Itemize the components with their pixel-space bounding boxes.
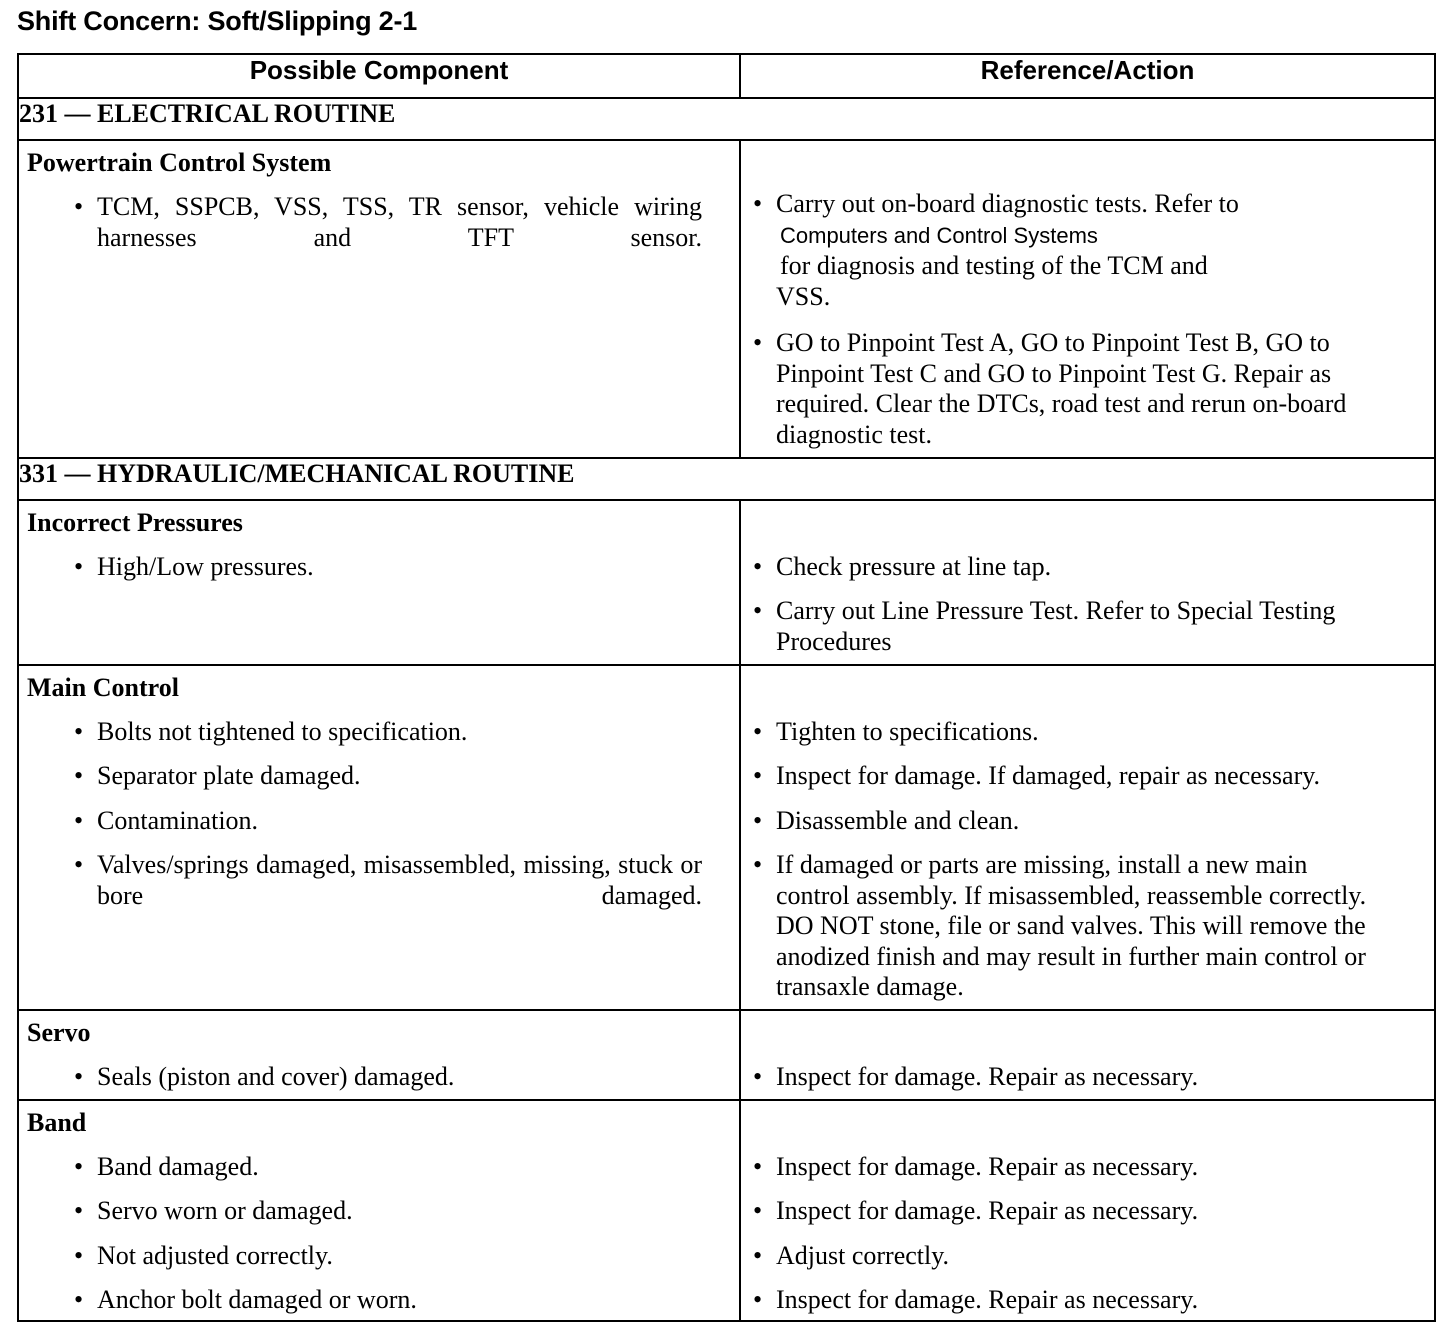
list-item: • Carry out Line Pressure Test. Refer to Special Testing Procedures [753, 596, 1425, 658]
diagnostic-table [17, 53, 1436, 1322]
item-text: If damaged or parts are missing, install a new main control assembly. If misassembled, reassemble correctly. DO NOT stone, file or sand valves. This will remove the anodized finish and may result in further main control or transaxle damage. [776, 850, 1367, 1001]
section-servo [18, 1010, 1435, 1100]
item-text: Bolts not tightened to specification. [97, 717, 468, 746]
item-text: Separator plate damaged. [97, 761, 361, 790]
section-main-control [18, 665, 1435, 1010]
item-text: Band damaged. [97, 1152, 259, 1181]
section-pressures [18, 500, 1435, 665]
section-heading: Main Control [27, 673, 179, 702]
item-text: Contamination. [97, 806, 259, 835]
item-text: Disassemble and clean. [776, 806, 1020, 835]
item-text: GO to Pinpoint Test A, GO to Pinpoint Test B, GO to Pinpoint Test C and GO to Pinpoint Test G. Repair as required. Clear the DTCs, road test and rerun on-board diagnostic test. [776, 328, 1347, 449]
component-cell: Main Control • Bolts not tightened to specification. • Separator plate damaged. • Contamination. • Valves/springs damaged, misassembled, missing, stuck or bore damaged. [18, 665, 740, 1010]
list-item: • GO to Pinpoint Test A, GO to Pinpoint Test B, GO to Pinpoint Test C and GO to Pinpoint Test G. Repair as required. Clear the DTCs, road test and rerun on-board diagnostic test. [753, 328, 1425, 452]
header-row [18, 54, 1435, 98]
item-text: Carry out on-board diagnostic tests. Refer to [776, 189, 1239, 218]
section-heading: Band [27, 1108, 87, 1137]
action-cell: • Inspect for damage. Repair as necessary. • Inspect for damage. Repair as necessary. • Adjust correctly. • Inspect for damage. Repair as necessary. [740, 1100, 1435, 1321]
item-text: Not adjusted correctly. [97, 1241, 333, 1270]
item-text: Anchor bolt damaged or worn. [97, 1285, 417, 1314]
item-text: VSS. [776, 281, 831, 311]
component-cell: Servo • Seals (piston and cover) damaged. [18, 1010, 740, 1100]
item-text: Inspect for damage. If damaged, repair as necessary. [776, 761, 1321, 790]
item-text: Check pressure at line tap. [776, 552, 1052, 581]
page-title: Shift Concern: Soft/Slipping 2-1 [17, 6, 418, 36]
routine-row [18, 458, 1435, 500]
item-text: High/Low pressures. [97, 552, 314, 581]
routine-row [18, 98, 1435, 140]
item-text: Inspect for damage. Repair as necessary. [776, 1152, 1199, 1181]
routine-electrical: 231 — ELECTRICAL ROUTINE [18, 98, 1435, 140]
list-item: • Carry out on-board diagnostic tests. Refer to Computers and Control Systems for diagnosis and testing of the TCM and VSS. [753, 189, 1239, 311]
column-header-action: Reference/Action [740, 54, 1435, 98]
item-text: Valves/springs damaged, misassembled, missing, stuck or bore damaged. [97, 850, 702, 910]
item-text: Inspect for damage. Repair as necessary. [776, 1062, 1199, 1091]
reference-link[interactable]: Computers and Control Systems [780, 222, 1098, 248]
item-text: TCM, SSPCB, VSS, TSS, TR sensor, vehicle wiring harnesses and TFT sensor. [97, 192, 702, 252]
item-text: Inspect for damage. Repair as necessary. [776, 1196, 1199, 1225]
list-item: • High/Low pressures. [74, 552, 714, 583]
action-cell: • Inspect for damage. Repair as necessary. [740, 1010, 1435, 1100]
item-text: Tighten to specifications. [776, 717, 1039, 746]
item-text: Adjust correctly. [776, 1241, 950, 1270]
section-powertrain [18, 140, 1435, 458]
component-cell [18, 500, 740, 665]
section-heading: Incorrect Pressures [27, 508, 243, 537]
item-text: Seals (piston and cover) damaged. [97, 1062, 455, 1091]
item-text: Carry out Line Pressure Test. Refer to Special Testing Procedures [776, 596, 1336, 656]
item-text: Servo worn or damaged. [97, 1196, 353, 1225]
component-cell [18, 140, 740, 458]
component-cell: Band • Band damaged. • Servo worn or damaged. • Not adjusted correctly. • Anchor bolt damaged or worn. [18, 1100, 740, 1321]
action-cell: • Tighten to specifications. • Inspect for damage. If damaged, repair as necessary. • Disassemble and clean. • If damaged or parts are missing, install a new main control assembly. If misassembled, reassemble correctly. DO NOT stone, file or sand valves. This will remove the anodized finish and may result in further main control or transaxle damage. [740, 665, 1435, 1010]
action-cell [740, 140, 1435, 458]
item-text: Inspect for damage. Repair as necessary. [776, 1285, 1199, 1314]
list-item: • Check pressure at line tap. [753, 552, 1425, 583]
section-heading: Servo [27, 1018, 91, 1047]
list-item: • TCM, SSPCB, VSS, TSS, TR sensor, vehicle wiring harnesses and TFT sensor. [74, 192, 702, 252]
item-text: for diagnosis and testing of the TCM and [780, 251, 1208, 280]
routine-hydraulic: 331 — HYDRAULIC/MECHANICAL ROUTINE [18, 458, 1435, 500]
section-band [18, 1100, 1435, 1321]
section-heading: Powertrain Control System [27, 148, 332, 177]
action-cell [740, 500, 1435, 665]
column-header-component: Possible Component [18, 54, 740, 98]
